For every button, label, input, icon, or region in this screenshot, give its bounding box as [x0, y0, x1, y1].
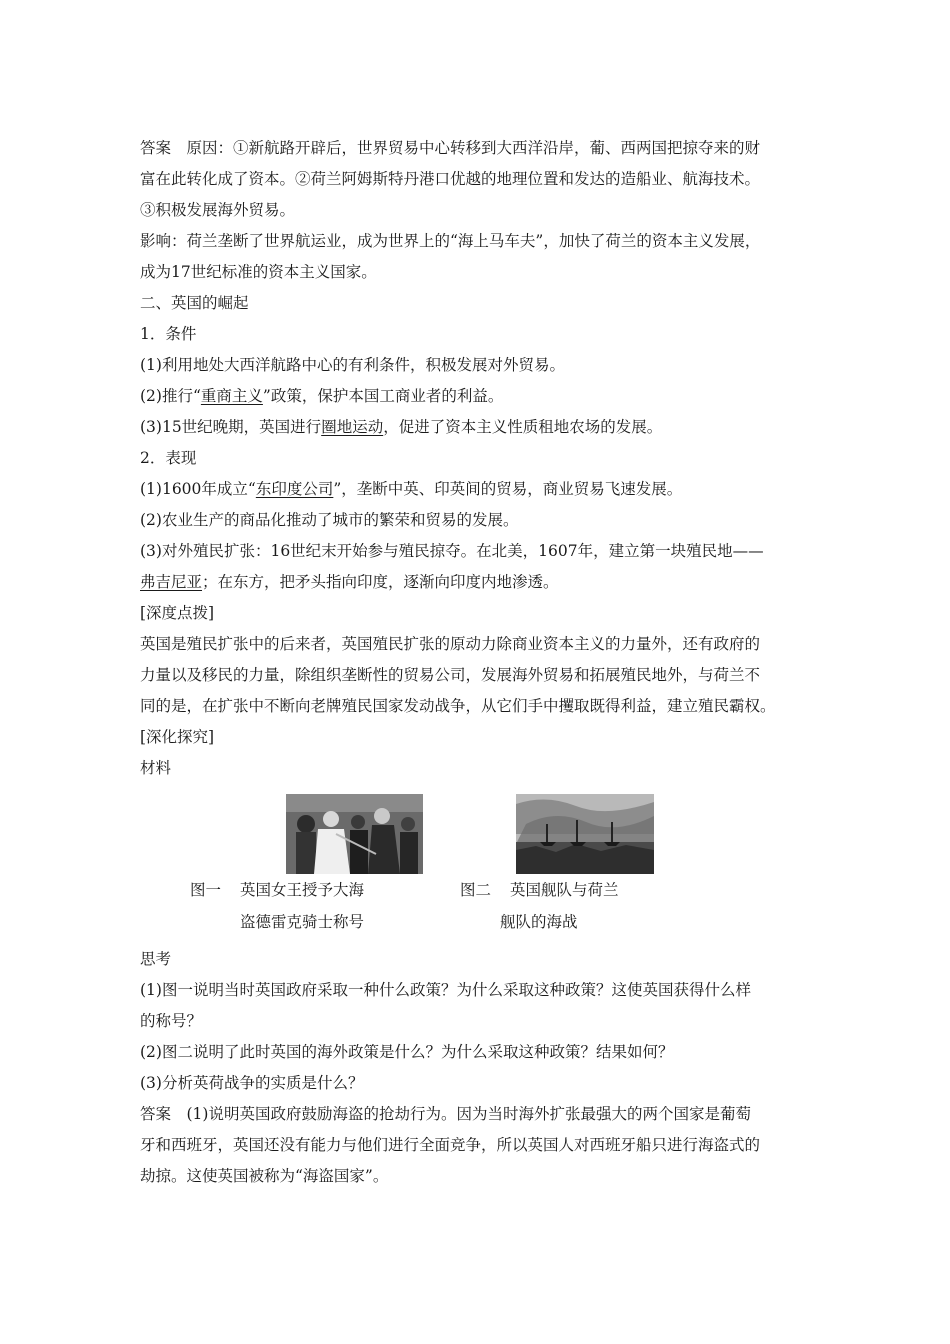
mercantilism-term: 重商主义 [200, 387, 263, 405]
figures-row [140, 784, 830, 944]
question-3: (3)分析英荷战争的实质是什么？ [140, 1074, 364, 1092]
figure2-caption-line2: 舰队的海战 [500, 913, 578, 931]
performance-3-post: ；在东方，把矛头指向印度，逐渐向印度内地渗透。 [202, 573, 559, 591]
answer2-line1: 答案 (1)说明英国政府鼓励海盗的抢劫行为。因为当时海外扩张最强大的两个国家是葡萄 [140, 1105, 751, 1123]
performance-heading: 2．表现 [140, 449, 197, 467]
condition-2-pre: (2)推行“ [140, 387, 201, 405]
document-page [140, 133, 830, 1192]
east-india-company-term: 东印度公司 [255, 480, 334, 498]
condition-3-post: ，促进了资本主义性质租地农场的发展。 [383, 418, 663, 436]
naval-battle-image [516, 794, 654, 874]
answer1-line4: 影响：荷兰垄断了世界航运业，成为世界上的“海上马车夫”，加快了荷兰的资本主义发展， [140, 232, 761, 250]
deep-line3: 同的是，在扩张中不断向老牌殖民国家发动战争，从它们手中攫取既得利益，建立殖民霸权。 [140, 697, 776, 715]
conditions-heading: 1．条件 [140, 325, 197, 343]
condition-2-post: ”政策，保护本国工商业者的利益。 [262, 387, 504, 405]
performance-1 [140, 474, 830, 505]
question-2: (2)图二说明了此时英国的海外政策是什么？为什么采取这种政策？结果如何？ [140, 1043, 674, 1061]
deep-line1: 英国是殖民扩张中的后来者，英国殖民扩张的原动力除商业资本主义的力量外，还有政府的 [140, 635, 761, 653]
queen-knighting-drake-image [286, 794, 423, 874]
figure1-caption-text1: 英国女王授予大海 [240, 881, 365, 899]
figure2-caption-line1 [460, 875, 619, 906]
figure2-number: 图二 [460, 881, 492, 899]
condition-3 [140, 412, 830, 443]
answer2-line2: 牙和西班牙，英国还没有能力与他们进行全面竞争，所以英国人对西班牙船只进行海盗式的 [140, 1136, 761, 1154]
think-heading: 思考 [140, 950, 172, 968]
explore-tag: [深化探究] [140, 728, 215, 746]
question-1b: 的称号？ [140, 1012, 203, 1030]
deep-tag: [深度点拨] [140, 604, 215, 622]
material-label: 材料 [140, 759, 172, 777]
answer1-line2: 富在此转化成了资本。②荷兰阿姆斯特丹港口优越的地理位置和发达的造船业、航海技术。 [140, 170, 761, 188]
performance-1-pre: (1)1600年成立“ [140, 480, 256, 498]
figure1-number: 图一 [190, 881, 222, 899]
answer1-line5: 成为17世纪标准的资本主义国家。 [140, 263, 377, 281]
performance-2: (2)农业生产的商品化推动了城市的繁荣和贸易的发展。 [140, 511, 519, 529]
figure1-caption-line1 [190, 875, 364, 906]
question-1a: (1)图一说明当时英国政府采取一种什么政策？为什么采取这种政策？这使英国获得什么样 [140, 981, 751, 999]
answer1-line1: 答案 原因：①新航路开辟后，世界贸易中心转移到大西洋沿岸，葡、西两国把掠夺来的财 [140, 139, 761, 157]
figure1-caption-line2: 盗德雷克骑士称号 [240, 913, 365, 931]
section-heading: 二、英国的崛起 [140, 294, 249, 312]
virginia-term: 弗吉尼亚 [140, 573, 203, 591]
answer2-line3: 劫掠。这使英国被称为“海盗国家”。 [140, 1167, 389, 1185]
condition-2 [140, 381, 830, 412]
performance-1-post: ”，垄断中英、印英间的贸易，商业贸易飞速发展。 [333, 480, 683, 498]
condition-3-pre: (3)15世纪晚期，英国进行 [140, 418, 322, 436]
condition-1: (1)利用地处大西洋航路中心的有利条件，积极发展对外贸易。 [140, 356, 565, 374]
performance-3: (3)对外殖民扩张：16世纪末开始参与殖民掠夺。在北美，1607年，建立第一块殖民地—— [140, 542, 764, 560]
deep-line2: 力量以及移民的力量，除组织垄断性的贸易公司，发展海外贸易和拓展殖民地外，与荷兰不 [140, 666, 761, 684]
enclosure-term: 圈地运动 [321, 418, 384, 436]
answer1-line3: ③积极发展海外贸易。 [140, 201, 296, 219]
performance-3-cont [140, 567, 830, 598]
figure2-caption-text1: 英国舰队与荷兰 [510, 881, 619, 899]
